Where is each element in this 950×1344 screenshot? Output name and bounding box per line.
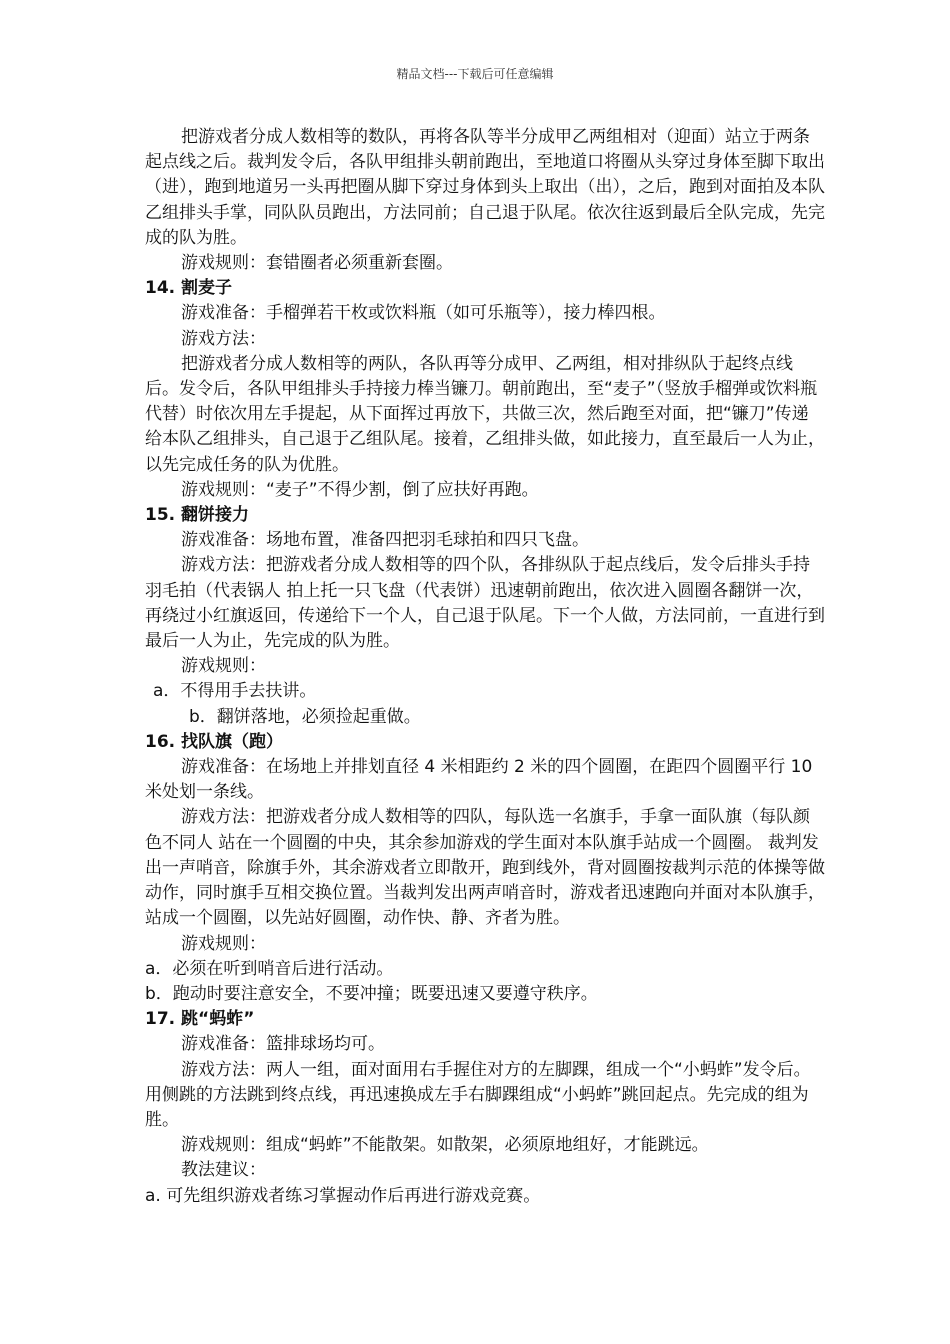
document-body — [145, 125, 825, 1209]
section-17-title: 17. 跳“蚂蚱” — [145, 1009, 255, 1030]
section-15-method: 游戏方法：把游戏者分成人数相等的四个队，各排纵队于起点线后，发令后排头手持羽毛拍（代表锅人 拍上托一只飞盘（代表饼）迅速朝前跑出，依次进入圆圈各翻饼一次，再绕过小红旗返回，传递给下一个人，自己退于队尾。下一个人做，方法同前，一直进行到最后一人为止，先完成的队为胜。 — [145, 555, 825, 652]
section-14-title: 14. 割麦子 — [145, 278, 233, 299]
section-16-title: 16. 找队旗（跑） — [145, 731, 284, 752]
section-17-method: 游戏方法：两人一组，面对面用右手握住对方的左脚踝，组成一个“小蚂蚱”发令后。用侧跳的方法跳到终点线，再迅速换成左手右脚踝组成“小蚂蚱”跳回起点。先完成的组为胜。 — [145, 1059, 811, 1130]
page-header: 精品文档---下载后可任意编辑 — [396, 67, 554, 81]
section-16-method: 游戏方法：把游戏者分成人数相等的四队，每队选一名旗手，手拿一面队旗（每队颜色不同人 站在一个圆圈的中央，其余参加游戏的学生面对本队旗手站成一个圆圈。 裁判发出一声哨音，除旗手外，其余游戏者立即散开，跑到线外，背对圆圈按裁判示范的体操等做动作，同时旗手互相交换位置。当裁判发出两声哨音时，游戏者迅速跑向并面对本队旗手，站成一个圆圈，以先站好圆圈，动作快、静、齐者为胜。 — [145, 807, 825, 929]
section-15-rule-label: 游戏规则： — [181, 656, 266, 677]
section-17-prep: 游戏准备：篮排球场均可。 — [181, 1034, 385, 1055]
section-17-rule: 游戏规则：组成“蚂蚱”不能散架。如散架，必须原地组好，才能跳远。 — [181, 1135, 709, 1156]
section-15-prep: 游戏准备：场地布置，准备四把羽毛球拍和四只飞盘。 — [181, 530, 589, 551]
section-14-method: 把游戏者分成人数相等的两队，各队再等分成甲、乙两组，相对排纵队于起终点线后。发令后，各队甲组排头手持接力棒当镰刀。朝前跑出，至“麦子”（竖放手榴弹或饮料瓶代替）时依次用左手提起，从下面挥过再放下，共做三次，然后跑至对面，把“镰刀”传递给本队乙组排头，自己退于乙组队尾。接着，乙组排头做，如此接力，直至最后一人为止，以先完成任务的队为优胜。 — [145, 353, 825, 475]
intro-rule: 游戏规则：套错圈者必须重新套圈。 — [181, 253, 453, 274]
section-17-advice-label: 教法建议： — [181, 1160, 266, 1181]
section-14-method-label: 游戏方法： — [181, 328, 266, 349]
section-14-rule: 游戏规则：“麦子”不得少割，倒了应扶好再跑。 — [181, 479, 539, 500]
section-16-rule-a: a．必须在听到哨音后进行活动。 — [145, 958, 394, 979]
section-17-advice-a: a. 可先组织游戏者练习掌握动作后再进行游戏竞赛。 — [145, 1185, 541, 1206]
section-15-title: 15. 翻饼接力 — [145, 505, 250, 526]
intro-paragraph: 把游戏者分成人数相等的数队，再将各队等半分成甲乙两组相对（迎面）站立于两条起点线之后。裁判发令后，各队甲组排头朝前跑出，至地道口将圈从头穿过身体至脚下取出（进），跑到地道另一头再把圈从脚下穿过身体到头上取出（出），之后，跑到对面拍及本队乙组排头手掌，同队队员跑出，方法同前；自己退于队尾。依次往返到最后全队完成，先完成的队为胜。 — [145, 127, 825, 248]
section-14-prep: 游戏准备：手榴弹若干枚或饮料瓶（如可乐瓶等），接力棒四根。 — [181, 303, 666, 324]
section-16-rule-b: b．跑动时要注意安全，不要冲撞；既要迅速又要遵守秩序。 — [145, 983, 598, 1004]
section-15-rule-b: b．翻饼落地，必须捡起重做。 — [189, 706, 421, 727]
section-16-prep: 游戏准备：在场地上并排划直径 4 米相距约 2 米的四个圆圈，在距四个圆圈平行 10 米处划一条线。 — [145, 757, 813, 803]
section-15-rule-a: a．不得用手去扶讲。 — [153, 681, 317, 702]
section-16-rule-label: 游戏规则： — [181, 933, 266, 954]
